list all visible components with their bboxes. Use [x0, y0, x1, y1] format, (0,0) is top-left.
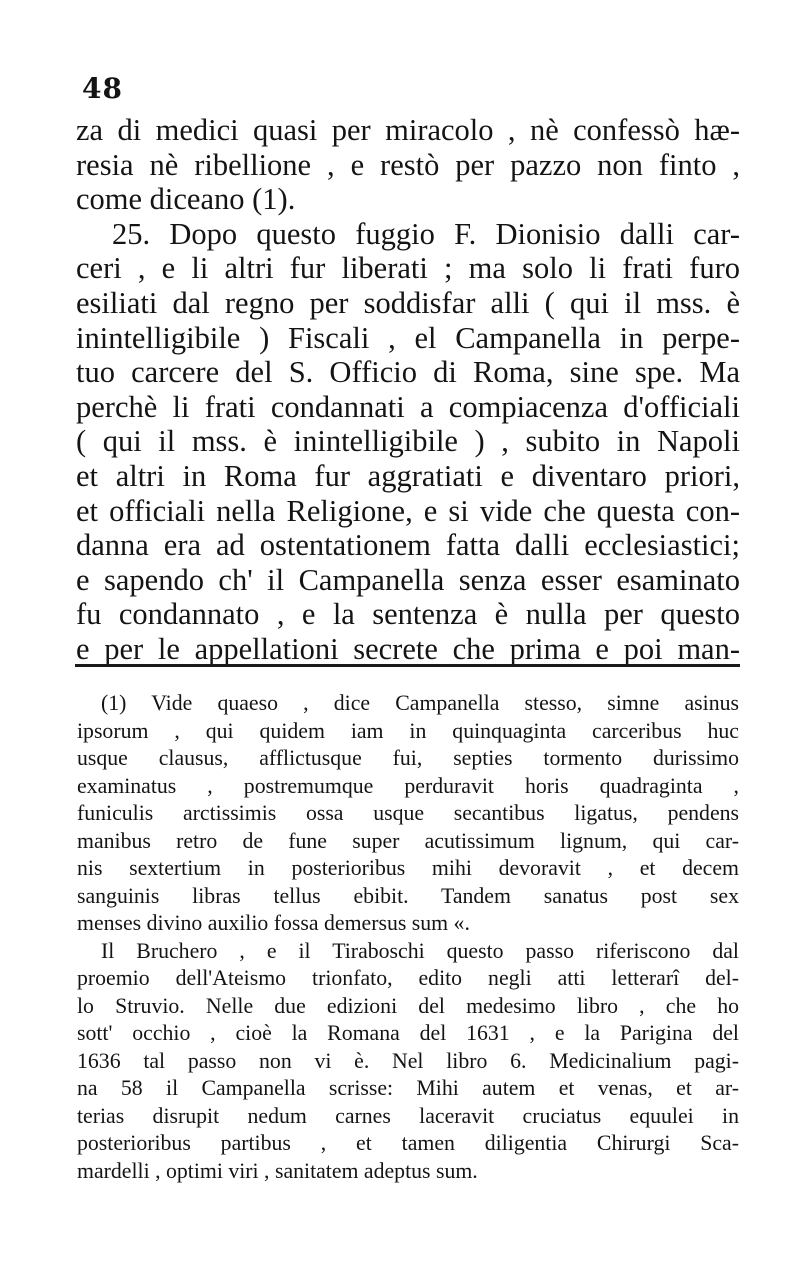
- footnote-line: lo Struvio. Nelle due edizioni del medesimo libro , che ho: [77, 993, 739, 1018]
- main-text-line: e per le appellationi secrete che prima e poi man-: [76, 631, 740, 666]
- main-text-line: come diceano (1).: [76, 182, 296, 217]
- footnote-line: 1636 tal passo non vi è. Nel libro 6. Medicinalium pagi-: [77, 1048, 739, 1073]
- main-text-line: ( qui il mss. è inintelligibile ) , subito in Napoli: [76, 424, 740, 459]
- footnote-line: usque clausus, afflictusque fui, septies tormento durissimo: [77, 746, 739, 770]
- footnote-line: mardelli , optimi viri , sanitatem adeptus sum.: [77, 1158, 478, 1183]
- footnote-line: examinatus , postremumque perduravit horis quadraginta ,: [77, 773, 739, 798]
- main-text-line: perchè li frati condannati a compiacenza d'officiali: [76, 389, 740, 424]
- main-text-line: e sapendo ch' il Campanella senza esser esaminato: [76, 562, 740, 597]
- main-text-line: esiliati dal regno per soddisfar alli ( qui il mss. è: [76, 285, 740, 320]
- main-text-line: danna era ad ostentationem fatta dalli ecclesiastici;: [76, 528, 740, 563]
- main-text-line: ceri , e li altri fur liberati ; ma solo li frati furo: [76, 251, 740, 286]
- footnote-line: na 58 il Campanella scrisse: Mihi autem et venas, et ar-: [77, 1076, 739, 1100]
- page-number: 48: [82, 72, 123, 105]
- footnote-line: Il Bruchero , e il Tiraboschi questo passo riferiscono dal: [101, 938, 739, 963]
- footnote-line: proemio dell'Ateismo trionfato, edito negli atti letterarî del-: [77, 966, 739, 990]
- footnote-line: manibus retro de fune super acutissimum lignum, qui car-: [77, 828, 739, 853]
- main-text-line: resia nè ribellione , e restò per pazzo non finto ,: [76, 147, 740, 182]
- main-text-line: fu condannato , e la sentenza è nulla per questo: [76, 597, 740, 632]
- main-text-block: [76, 113, 740, 667]
- main-text-line: tuo carcere del S. Officio di Roma, sine spe. Ma: [76, 355, 740, 390]
- footnote-line: (1) Vide quaeso , dice Campanella stesso, simne asinus: [101, 691, 739, 715]
- footnote-line: ipsorum , qui quidem iam in quinquaginta carceribus huc: [77, 718, 739, 743]
- main-text-line: et altri in Roma fur aggratiati e diventaro priori,: [76, 458, 740, 493]
- footnote-line: funiculis arctissimis ossa usque secantibus ligatus, pendens: [77, 801, 739, 825]
- footnote-line: sott' occhio , cioè la Romana del 1631 , e la Parigina del: [77, 1021, 739, 1045]
- footnote-block: [77, 690, 739, 1185]
- main-text-line: 25. Dopo questo fuggio F. Dionisio dalli car-: [112, 216, 740, 251]
- footnote-line: sanguinis libras tellus ebibit. Tandem sanatus post sex: [77, 883, 739, 908]
- main-text-line: za di medici quasi per miracolo , nè confessò hæ-: [76, 113, 740, 147]
- main-text-line: inintelligibile ) Fiscali , el Campanella in perpe-: [76, 320, 740, 355]
- footnote-divider: [75, 664, 740, 667]
- footnote-line: nis sextertium in posterioribus mihi devoravit , et decem: [77, 856, 739, 880]
- footnote-line: menses divino auxilio fossa demersus sum «.: [77, 911, 470, 935]
- footnote-line: posterioribus partibus , et tamen diligentia Chirurgi Sca-: [77, 1131, 739, 1155]
- footnote-line: terias disrupit nedum carnes laceravit cruciatus equulei in: [77, 1103, 739, 1128]
- main-text-line: et officiali nella Religione, e si vide che questa con-: [76, 493, 740, 528]
